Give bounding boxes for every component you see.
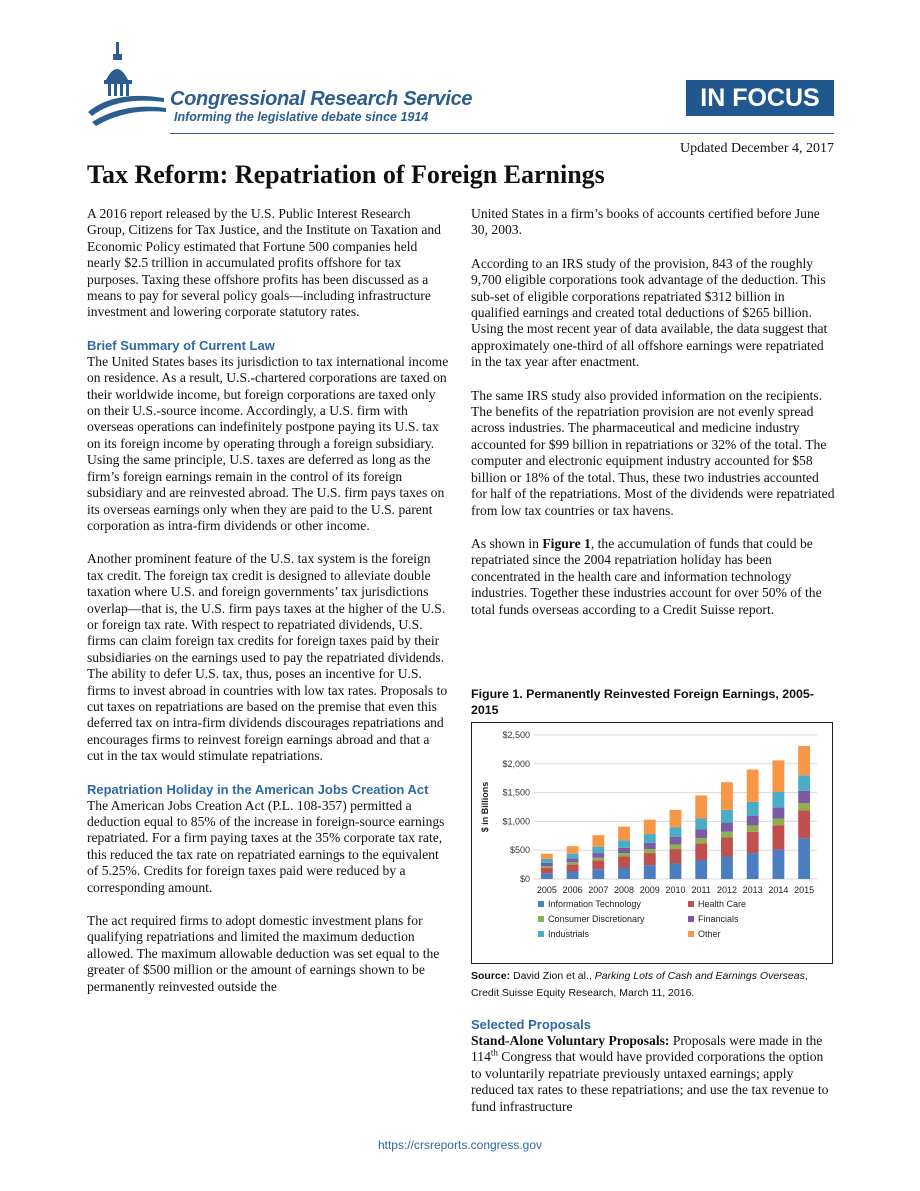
bar-segment xyxy=(541,854,553,859)
right-paragraph-1: United States in a firm’s books of accounts certified before June 30, 2003. xyxy=(471,206,820,238)
x-tick-label: 2012 xyxy=(716,885,737,895)
bar-segment xyxy=(618,853,630,856)
bar-segment xyxy=(592,847,604,853)
holiday-paragraph-1: The American Jobs Creation Act (P.L. 108-357) permitted a deduction equal to 85% of the increase in foreign-source earnings repatriated. For a firm paying taxes at the 35% corporate tax rate, this reduced the tax rate on repatriated earnings to the equivalent of 5.25%. Credits for foreign taxes paid were reduced by a corresponding amount. xyxy=(87,797,445,895)
bar-segment xyxy=(798,810,810,838)
legend-swatch xyxy=(538,916,544,922)
right-paragraph-3: The same IRS study also provided information on the recipients. The benefits of the repatriation provision are not evenly spread across industries. The pharmaceutical and medicine industry accounted for $99 billion in repatriations or 32% of the total. The computer and electronic equipment industry accounted for $58 billion or 18% of the total. Thus, these two industries accounted for half of the repatriations. Most of the dividends were repatriated from low tax countries or tax havens. xyxy=(471,387,835,518)
bar-segment xyxy=(695,795,707,818)
current-law-paragraph-2: Another prominent feature of the U.S. tax system is the foreign tax credit. The foreign tax credit is designed to alleviate double taxation where U.S. and foreign governments’ tax jurisdictions overlap—that is, the U.S. firm pays taxes at the higher of the U.S. or foreign tax rate. With respect to repatriated dividends, U.S. firms can claim foreign tax credits for foreign taxes paid by their subsidiaries on the earnings used to pay the repatriated dividends. The ability to defer U.S. tax, thus, poses an incentive for U.S. firms to invest abroad in countries with low tax rates. Proposals to cut taxes on repatriations are based on the premise that even this deferred tax on intra-firm dividends discourages repatriations and encourages firms to reinvest foreign earnings abroad and that a cut in the tax would stimulate repatriations. xyxy=(87,551,448,764)
x-tick-label: 2010 xyxy=(665,885,686,895)
bar-segment xyxy=(618,827,630,841)
bar-segment xyxy=(721,810,733,823)
bar-segment xyxy=(772,808,784,819)
bar-segment xyxy=(670,810,682,827)
bar-segment xyxy=(747,853,759,879)
right-paragraph-4: As shown in Figure 1, the accumulation of funds that could be repatriated since the 2004 repatriation holiday has been concentrated in the health care and information technology industries. Together these industries account for over 50% of the total funds overseas according to a Credit Suisse report. xyxy=(471,535,822,617)
bar-segment xyxy=(644,853,656,865)
figure-box xyxy=(471,722,833,964)
y-tick-label: $500 xyxy=(509,845,530,856)
y-tick-label: $1,000 xyxy=(502,816,530,827)
bar-segment xyxy=(592,861,604,870)
y-axis-label: $ in Billions xyxy=(480,781,490,833)
bar-segment xyxy=(772,819,784,826)
bar-segment xyxy=(772,850,784,879)
x-tick-label: 2006 xyxy=(562,885,583,895)
bar-segment xyxy=(695,860,707,879)
bar-segment xyxy=(541,873,553,879)
y-tick-label: $2,500 xyxy=(502,730,530,740)
bar-segment xyxy=(541,866,553,868)
bar-segment xyxy=(798,791,810,803)
section-heading-selected-proposals: Selected Proposals xyxy=(471,1017,591,1032)
bar-segment xyxy=(772,825,784,849)
left-column xyxy=(87,206,449,1012)
bar-segment xyxy=(747,802,759,816)
bar-segment xyxy=(721,782,733,810)
bar-segment xyxy=(798,746,810,775)
crs-logo xyxy=(84,40,494,130)
bar-segment xyxy=(670,844,682,849)
figure-reference: Figure 1 xyxy=(542,535,591,551)
bar-segment xyxy=(644,820,656,834)
bar-segment xyxy=(772,760,784,792)
legend-swatch xyxy=(688,916,694,922)
bar-segment xyxy=(618,848,630,853)
x-tick-label: 2008 xyxy=(614,885,635,895)
legend-label: Other xyxy=(698,929,721,939)
legend-label: Health Care xyxy=(698,899,747,909)
bar-segment xyxy=(670,827,682,837)
figure-source: Source: David Zion et al., Parking Lots of Cash and Earnings Overseas, Credit Suisse Equity Research, March 11, 2016. xyxy=(471,970,808,999)
x-tick-label: 2013 xyxy=(742,885,763,895)
page-title: Tax Reform: Repatriation of Foreign Earnings xyxy=(87,160,605,189)
legend-swatch xyxy=(538,931,544,937)
header-rule xyxy=(170,133,834,134)
bar-segment xyxy=(695,843,707,860)
section-heading-current-law: Brief Summary of Current Law xyxy=(87,337,275,353)
x-tick-label: 2015 xyxy=(794,885,815,895)
bar-segment xyxy=(567,846,579,853)
capitol-dome-icon xyxy=(84,40,172,130)
bar-segment xyxy=(670,863,682,879)
x-tick-label: 2014 xyxy=(768,885,789,895)
bar-segment xyxy=(695,819,707,830)
bar-segment xyxy=(644,865,656,879)
bar-segment xyxy=(592,853,604,858)
org-name: Congressional Research Service xyxy=(170,88,473,110)
bar-segment xyxy=(644,834,656,843)
in-focus-badge: IN FOCUS xyxy=(686,80,834,116)
bar-segment xyxy=(592,835,604,847)
intro-paragraph: A 2016 report released by the U.S. Public Interest Research Group, Citizens for Tax Justice, and the Institute on Taxation and Economic Policy estimated that Fortune 500 companies held nearly $2.5 trillion in accumulated profits offshore for tax purposes. Taxing these offshore profits has been discussed as a means to pay for several policy goals—including infrastructure investment and lowering corporate statutory rates. xyxy=(87,206,441,320)
bar-segment xyxy=(567,862,579,864)
legend-label: Consumer Discretionary xyxy=(548,914,645,924)
section-heading-repatriation-holiday: Repatriation Holiday in the American Jobs Creation Act xyxy=(87,781,429,797)
x-tick-label: 2007 xyxy=(588,885,609,895)
bar-segment xyxy=(541,859,553,863)
x-tick-label: 2009 xyxy=(639,885,660,895)
bar-segment xyxy=(567,854,579,859)
bar-segment xyxy=(592,858,604,861)
bar-segment xyxy=(798,838,810,879)
bar-segment xyxy=(695,829,707,838)
bar-segment xyxy=(567,865,579,872)
bar-segment xyxy=(721,838,733,857)
x-tick-label: 2011 xyxy=(691,885,711,895)
bar-segment xyxy=(644,843,656,849)
y-tick-label: $0 xyxy=(519,874,530,884)
legend-swatch xyxy=(688,901,694,907)
bar-segment xyxy=(670,849,682,863)
stacked-bar-chart xyxy=(472,723,832,963)
bar-segment xyxy=(695,838,707,843)
bar-segment xyxy=(747,770,759,802)
current-law-paragraph-1: The United States bases its jurisdiction to tax international income on residence. As a result, U.S.-chartered corporations are taxed on their worldwide income, but foreign corporations are taxed only on their U.S.-source income. Accordingly, a U.S. firm with overseas operations can indefinitely postpone paying its U.S. tax on its foreign income by operating through a foreign subsidiary. Using the same principle, U.S. taxes are deferred as long as the firm’s foreign earnings remain in the control of its foreign subsidiary and are reinvested abroad. The U.S. firm pays taxes on its overseas earnings only when they are paid to the U.S. parent corporation as intra-firm dividends or other income. xyxy=(87,353,449,533)
legend-swatch xyxy=(538,901,544,907)
x-tick-label: 2005 xyxy=(536,885,557,895)
legend-label: Financials xyxy=(698,914,739,924)
right-column-bottom xyxy=(471,1017,835,1115)
legend-label: Information Technology xyxy=(548,899,641,909)
bar-segment xyxy=(721,857,733,879)
right-column xyxy=(471,206,835,635)
bar-segment xyxy=(747,825,759,831)
bar-segment xyxy=(747,832,759,853)
bar-segment xyxy=(618,840,630,847)
bar-segment xyxy=(798,803,810,810)
legend-swatch xyxy=(688,931,694,937)
bar-segment xyxy=(670,837,682,844)
bar-segment xyxy=(618,857,630,868)
legend-label: Industrials xyxy=(548,929,590,939)
holiday-paragraph-2: The act required firms to adopt domestic investment plans for qualifying repatriations and limited the maximum deduction allowed. The maximum allowable deduction was set equal to the greater of $500 million or the amount of earnings shown to be permanently reinvested outside the xyxy=(87,913,440,994)
bar-segment xyxy=(541,863,553,866)
bar-segment xyxy=(798,775,810,791)
bar-segment xyxy=(567,872,579,879)
bar-segment xyxy=(747,816,759,826)
figure-title: Figure 1. Permanently Reinvested Foreign Earnings, 2005-2015 xyxy=(471,687,814,717)
proposals-paragraph: Stand-Alone Voluntary Proposals: Proposals were made in the 114th Congress that would have provided corporations the option to voluntarily repatriate previously untaxed earnings; apply reduced tax rates to these repatriations; and use the tax revenue to fund infrastructure xyxy=(471,1033,829,1114)
updated-date: Updated December 4, 2017 xyxy=(680,141,834,156)
bar-segment xyxy=(541,868,553,873)
footer-url[interactable]: https://crsreports.congress.gov xyxy=(377,1138,543,1152)
bar-segment xyxy=(721,832,733,838)
y-tick-label: $2,000 xyxy=(502,758,530,769)
bar-segment xyxy=(772,792,784,808)
bar-segment xyxy=(721,823,733,832)
org-tagline: Informing the legislative debate since 1914 xyxy=(174,110,429,124)
y-tick-label: $1,500 xyxy=(502,787,530,798)
bar-segment xyxy=(567,858,579,862)
right-paragraph-2: According to an IRS study of the provision, 843 of the roughly 9,700 eligible corporations took advantage of the deduction. This sub-set of eligible corporations repatriated $312 billion in qualified earnings and created total deductions of $265 billion. Using the most recent year of data available, the data suggest that approximately one-third of all offshore earnings were repatriated in the tax year after enactment. xyxy=(471,255,828,370)
bar-segment xyxy=(618,867,630,879)
bar-segment xyxy=(592,869,604,879)
bar-segment xyxy=(644,849,656,853)
